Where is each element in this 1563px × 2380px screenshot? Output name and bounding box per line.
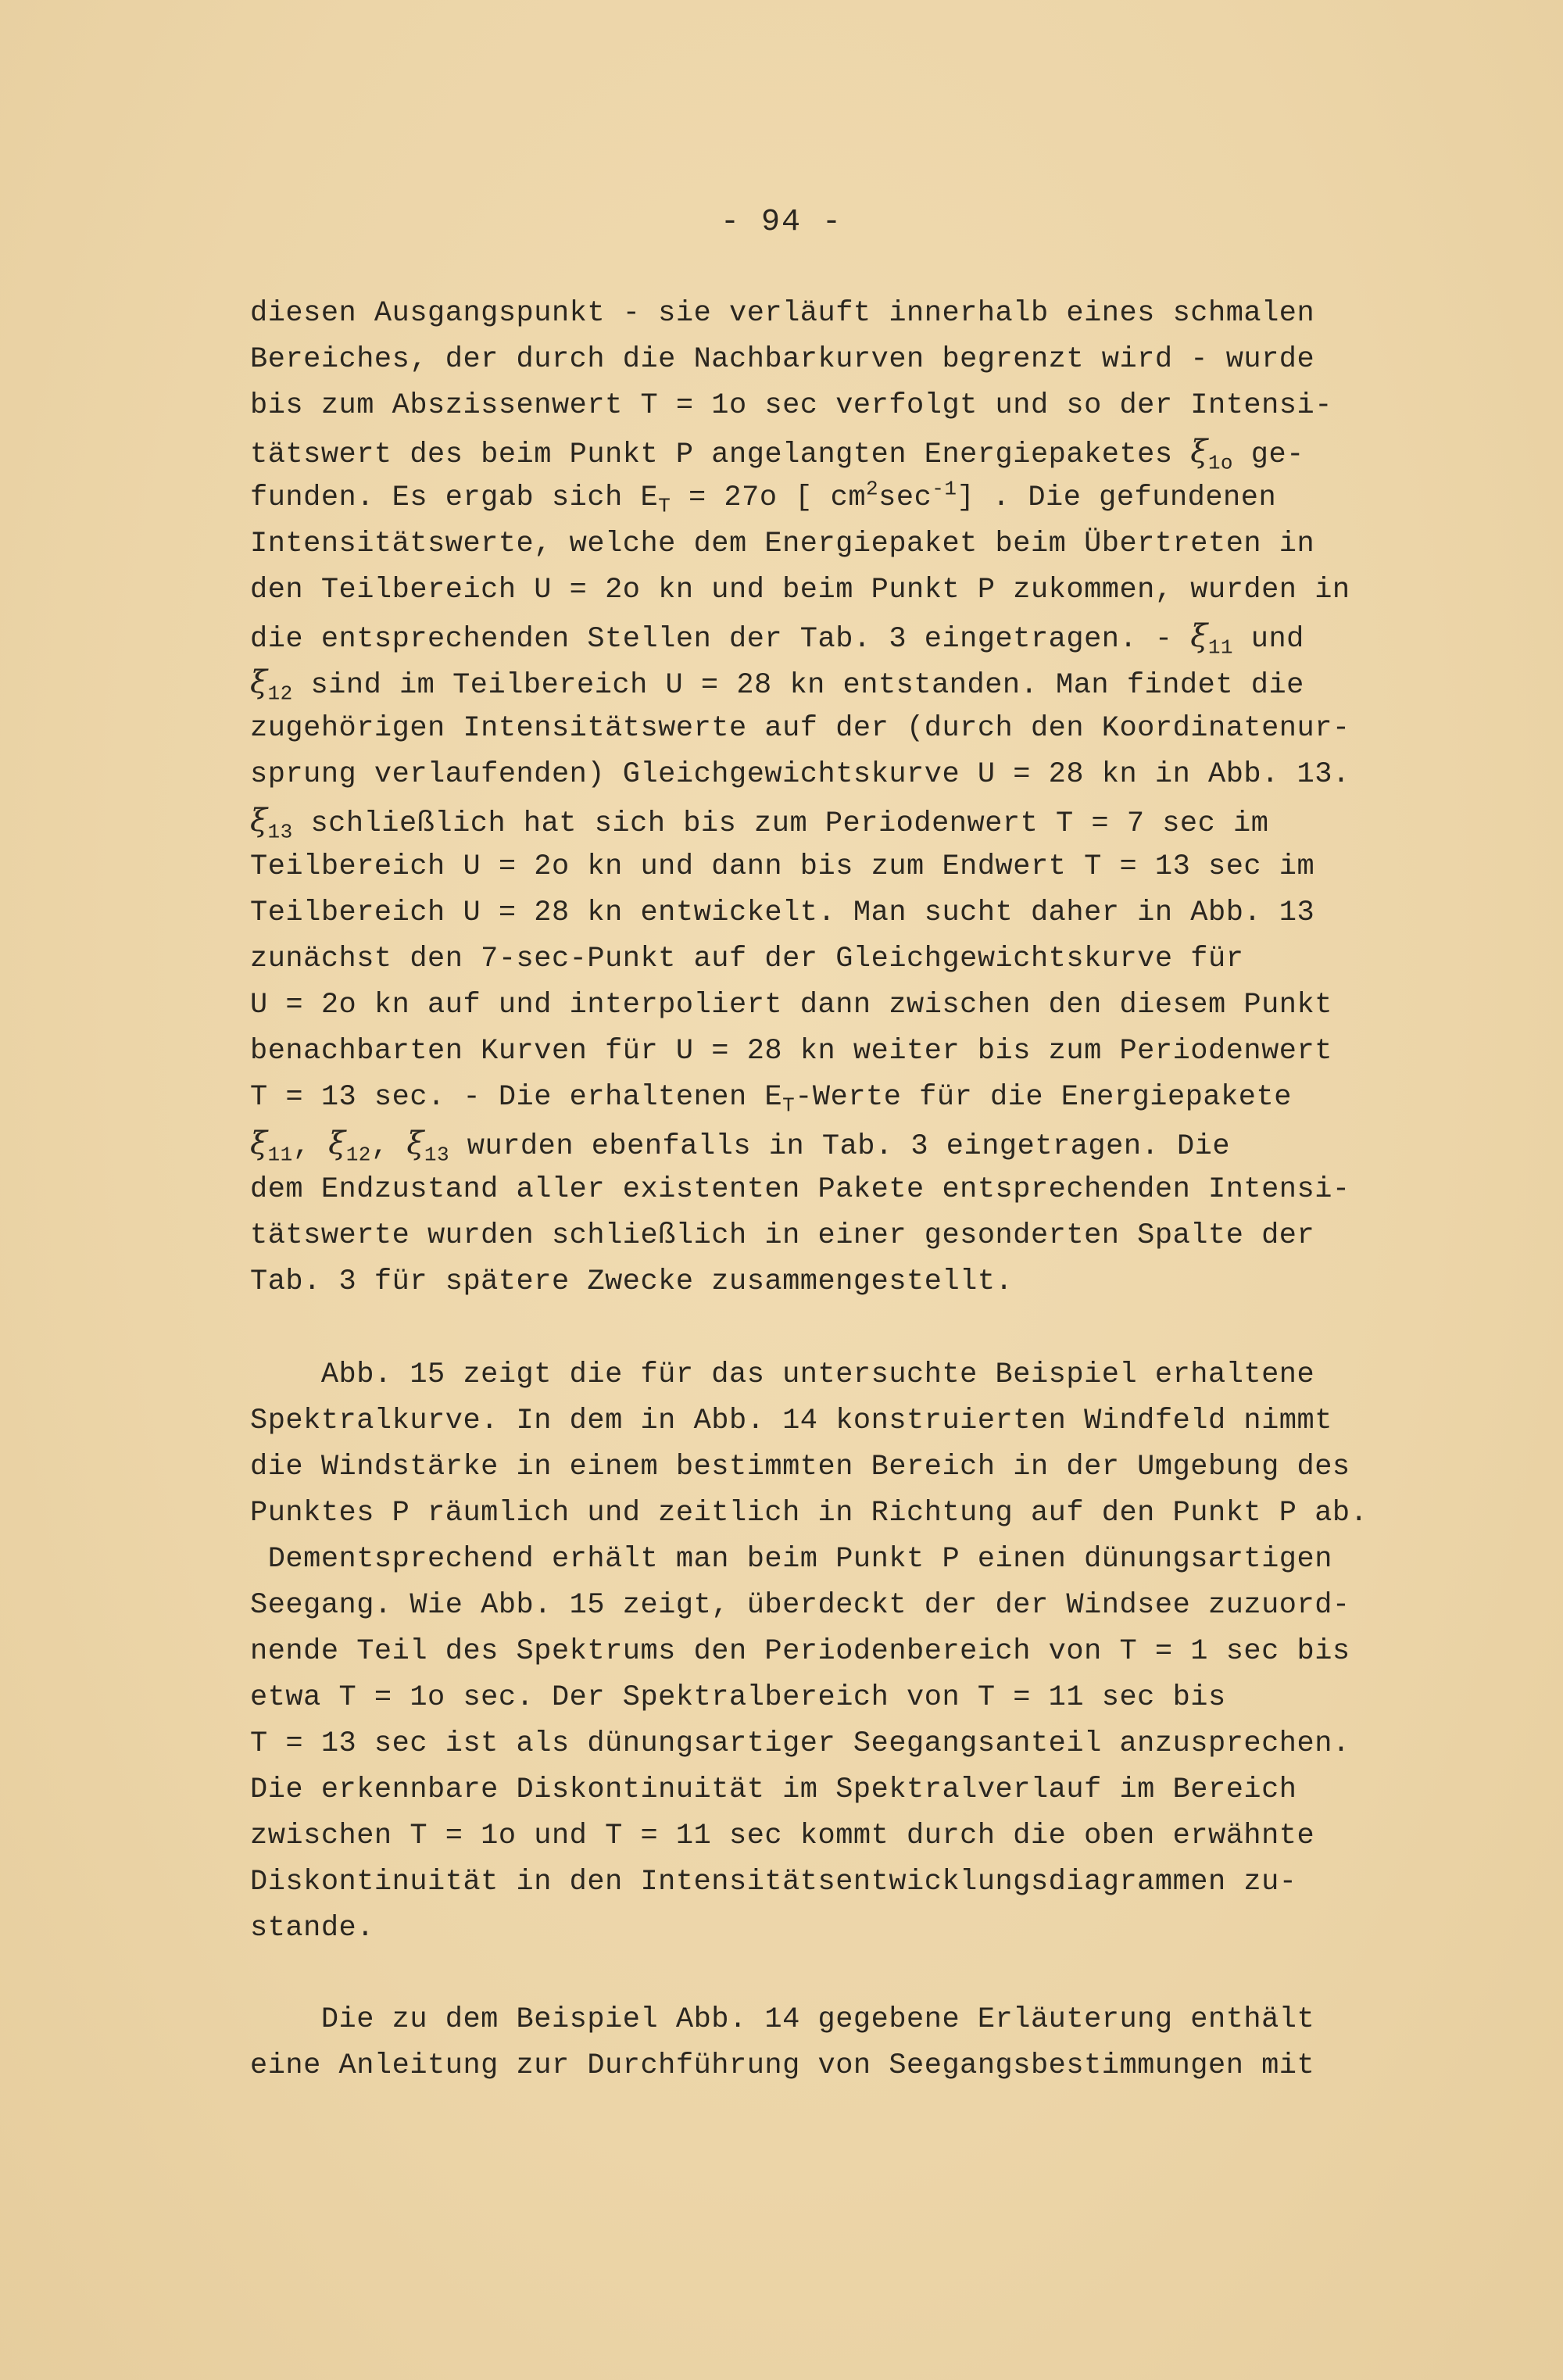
text-run: Punktes P räumlich und zeitlich in Richtung auf den Punkt P ab. (250, 1497, 1368, 1530)
xi-symbol: ξ (1190, 434, 1208, 470)
text-line (250, 1259, 1438, 1305)
xi-symbol: ξ (406, 1126, 424, 1161)
text-line (250, 337, 1438, 383)
text-line (250, 1675, 1438, 1721)
text-run: Die zu dem Beispiel Abb. 14 gegebene Erläuterung enthält (250, 2003, 1315, 2036)
text-line (250, 429, 1438, 475)
text-run: sind im Teilbereich U = 28 kn entstanden. Man findet die (292, 669, 1304, 702)
text-run: , (292, 1130, 329, 1163)
sup-text: -1 (932, 477, 957, 501)
text-run: -Werte für die Energiepakete (795, 1081, 1292, 1114)
sub-text: T (782, 1093, 796, 1118)
text-run: zwischen T = 1o und T = 11 sec kommt durch die oben erwähnte (250, 1820, 1315, 1852)
sub-text: 13 (267, 820, 293, 844)
paragraph-3 (250, 1997, 1438, 2089)
text-run: die entsprechenden Stellen der Tab. 3 eingetragen. - (250, 623, 1191, 656)
text-run: Tab. 3 für spätere Zwecke zusammengestellt. (250, 1265, 1014, 1298)
text-run: ge- (1233, 438, 1304, 471)
text-run: den Teilbereich U = 2o kn und beim Punkt P zukommen, wurden in (250, 574, 1350, 607)
text-line (250, 936, 1438, 982)
text-line (250, 890, 1438, 936)
xi-symbol: ξ (250, 664, 268, 700)
text-line (250, 1491, 1438, 1537)
text-line (250, 1121, 1438, 1167)
text-line (250, 475, 1438, 521)
text-run: Die erkennbare Diskontinuität im Spektralverlauf im Bereich (250, 1773, 1297, 1806)
sup-text: 2 (866, 477, 879, 501)
sub-text: 11 (1207, 635, 1234, 660)
text-line (250, 1813, 1438, 1859)
text-run: tätswert des beim Punkt P angelangten Energiepaketes (250, 438, 1191, 471)
text-run: Teilbereich U = 28 kn entwickelt. Man sucht daher in Abb. 13 (250, 897, 1315, 929)
text-run: stande. (250, 1912, 374, 1945)
text-line (250, 752, 1438, 798)
text-line (250, 1859, 1438, 1906)
text-line (250, 1444, 1438, 1491)
text-run: sec (878, 481, 932, 514)
text-run: Dementsprechend erhält man beim Punkt P einen dünungsartigen (250, 1543, 1332, 1576)
text-run: = 27o [ cm (671, 481, 867, 514)
text-line (250, 1075, 1438, 1121)
text-line (250, 291, 1438, 337)
text-run: diesen Ausgangspunkt - sie verläuft innerhalb eines schmalen (250, 297, 1315, 330)
text-run: schließlich hat sich bis zum Periodenwert T = 7 sec im (292, 807, 1269, 840)
text-run: Intensitätswerte, welche dem Energiepaket beim Übertreten in (250, 528, 1315, 560)
paragraph-1 (250, 291, 1438, 1305)
text-line (250, 2043, 1438, 2089)
text-run: Bereiches, der durch die Nachbarkurven begrenzt wird - wurde (250, 343, 1315, 376)
text-line (250, 1767, 1438, 1813)
text-line (250, 660, 1438, 706)
text-run: bis zum Abszissenwert T = 1o sec verfolgt und so der Intensi- (250, 389, 1332, 422)
text-line (250, 1629, 1438, 1675)
text-run: Teilbereich U = 2o kn und dann bis zum Endwert T = 13 sec im (250, 850, 1315, 883)
text-run: dem Endzustand aller existenten Pakete entsprechenden Intensi- (250, 1173, 1350, 1206)
xi-symbol: ξ (250, 803, 268, 839)
text-run: T = 13 sec. - Die erhaltenen E (250, 1081, 783, 1114)
text-run: funden. Es ergab sich E (250, 481, 659, 514)
page-number: - 94 - (720, 205, 843, 240)
text-run: etwa T = 1o sec. Der Spektralbereich von T = 11 sec bis (250, 1681, 1226, 1714)
paragraph-2 (250, 1352, 1438, 1952)
text-run: Abb. 15 zeigt die für das untersuchte Beispiel erhaltene (250, 1358, 1315, 1391)
xi-symbol: ξ (328, 1126, 346, 1161)
sub-text: 1o (1207, 451, 1234, 475)
text-run: U = 2o kn auf und interpoliert dann zwischen den diesem Punkt (250, 989, 1332, 1022)
text-run: sprung verlaufenden) Gleichgewichtskurve U = 28 kn in Abb. 13. (250, 758, 1350, 791)
sub-text: 13 (424, 1143, 450, 1167)
text-line (250, 1352, 1438, 1398)
text-run: Spektralkurve. In dem in Abb. 14 konstruierten Windfeld nimmt (250, 1405, 1332, 1437)
text-run: eine Anleitung zur Durchführung von Seegangsbestimmungen mit (250, 2049, 1315, 2082)
text-line (250, 1997, 1438, 2043)
text-line (250, 1583, 1438, 1629)
text-line (250, 982, 1438, 1029)
sub-text: 11 (267, 1143, 293, 1167)
text-line (250, 1213, 1438, 1259)
text-line (250, 706, 1438, 752)
text-line (250, 521, 1438, 567)
text-line (250, 1398, 1438, 1444)
text-run: die Windstärke in einem bestimmten Bereich in der Umgebung des (250, 1451, 1350, 1483)
text-run: T = 13 sec ist als dünungsartiger Seegangsanteil anzusprechen. (250, 1727, 1350, 1760)
text-run: zugehörigen Intensitätswerte auf der (durch den Koordinatenur- (250, 712, 1350, 745)
text-run: Diskontinuität in den Intensitätsentwicklungsdiagrammen zu- (250, 1866, 1297, 1899)
sub-text: 12 (345, 1143, 371, 1167)
text-line (250, 1167, 1438, 1213)
xi-symbol: ξ (250, 1126, 268, 1161)
text-run: Seegang. Wie Abb. 15 zeigt, überdeckt der der Windsee zuzuord- (250, 1589, 1350, 1622)
text-line (250, 614, 1438, 660)
text-line (250, 1537, 1438, 1583)
text-run: wurden ebenfalls in Tab. 3 eingetragen. Die (449, 1130, 1231, 1163)
text-line (250, 383, 1438, 429)
text-run: zunächst den 7-sec-Punkt auf der Gleichgewichtskurve für (250, 943, 1244, 975)
text-line (250, 844, 1438, 890)
sub-text: T (658, 494, 671, 518)
text-line (250, 1906, 1438, 1952)
text-run: benachbarten Kurven für U = 28 kn weiter bis zum Periodenwert (250, 1035, 1332, 1068)
sub-text: 12 (267, 682, 293, 706)
text-line (250, 1721, 1438, 1767)
text-run: , (370, 1130, 407, 1163)
text-line (250, 567, 1438, 614)
xi-symbol: ξ (1190, 618, 1208, 654)
text-line (250, 1029, 1438, 1075)
text-run: tätswerte wurden schließlich in einer gesonderten Spalte der (250, 1219, 1315, 1252)
text-run: und (1233, 623, 1304, 656)
text-run: nende Teil des Spektrums den Periodenbereich von T = 1 sec bis (250, 1635, 1350, 1668)
text-run: ] . Die gefundenen (957, 481, 1277, 514)
text-line (250, 798, 1438, 844)
